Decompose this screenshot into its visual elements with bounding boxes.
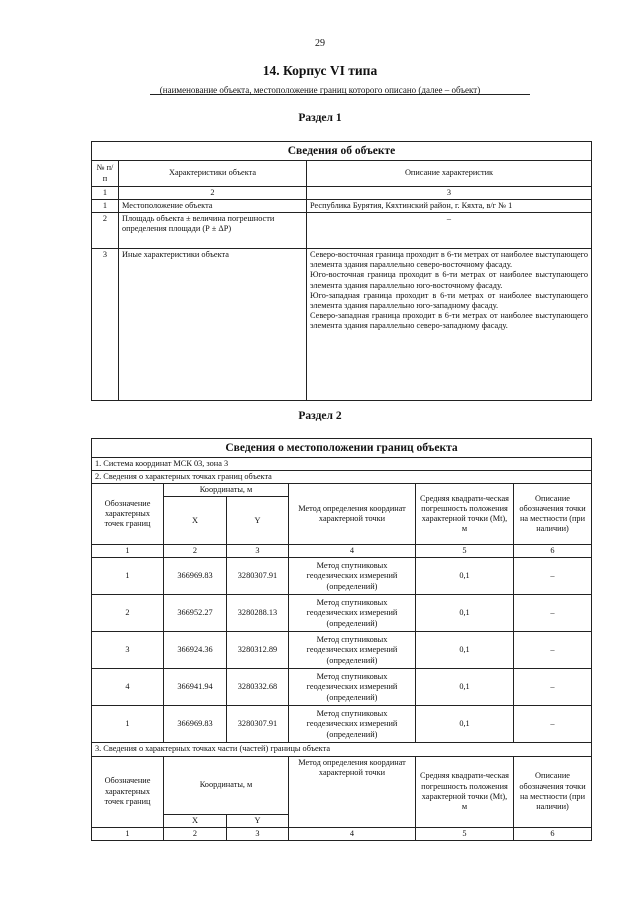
col-number: 2 — [164, 545, 227, 558]
table-row — [92, 706, 592, 743]
header-error: Средняя квадрати-ческая погрешность положения характерной точки (Mt), м — [416, 484, 514, 545]
boundary-points-table — [91, 438, 592, 841]
parts-header-method: Метод определения координат характерной точки — [289, 756, 416, 827]
section1-heading: Раздел 1 — [298, 112, 342, 124]
col-number: 1 — [92, 187, 119, 200]
point-y: 3280288.13 — [227, 595, 289, 632]
point-method: Метод спутниковых геодезических измерений (определений) — [289, 595, 416, 632]
table-row — [92, 595, 592, 632]
point-desc: – — [514, 706, 592, 743]
parts-header-error: Средняя квадрати-ческая погрешность положения характерной точки (Mt), м — [416, 756, 514, 827]
col-number: 5 — [416, 545, 514, 558]
point-y: 3280307.91 — [227, 706, 289, 743]
section2-heading: Раздел 2 — [298, 410, 342, 422]
point-id: 4 — [92, 669, 164, 706]
point-method: Метод спутниковых геодезических измерений (определений) — [289, 706, 416, 743]
point-method: Метод спутниковых геодезических измерений (определений) — [289, 558, 416, 595]
parts-header-designation: Обозначение характерных точек границ — [92, 756, 164, 827]
header-x: X — [164, 497, 227, 545]
col-number: 2 — [119, 187, 307, 200]
point-mt: 0,1 — [416, 558, 514, 595]
point-x: 366924.36 — [164, 632, 227, 669]
parts-header-coordinates: Координаты, м — [164, 756, 289, 814]
characteristic-name: Иные характеристики объекта — [119, 249, 307, 401]
col-number: 1 — [92, 827, 164, 840]
point-y: 3280307.91 — [227, 558, 289, 595]
row-number: 3 — [92, 249, 119, 401]
boundary-line: Северо-восточная граница проходит в 6-ти метрах от наиболее выступающего элемента здания параллельно северо-восточному фасаду. — [310, 250, 589, 270]
characteristic-name: Местоположение объекта — [119, 200, 307, 213]
parts-header-y: Y — [227, 814, 289, 827]
parts-header-x: X — [164, 814, 227, 827]
header-coordinates: Координаты, м — [164, 484, 289, 497]
point-y: 3280312.89 — [227, 632, 289, 669]
point-mt: 0,1 — [416, 632, 514, 669]
col-number: 3 — [227, 827, 289, 840]
header-method: Метод определения координат характерной точки — [289, 484, 416, 545]
point-id: 1 — [92, 706, 164, 743]
boundary-line: Юго-восточная граница проходит в 6-ти метрах от наиболее выступающего элемента здания параллельно юго-восточному фасаду. — [310, 270, 589, 290]
point-mt: 0,1 — [416, 595, 514, 632]
col-header-number: № п/п — [92, 161, 119, 187]
point-id: 2 — [92, 595, 164, 632]
parts-header-description: Описание обозначения точки на местности (при наличии) — [514, 756, 592, 827]
point-x: 366969.83 — [164, 706, 227, 743]
col-number: 1 — [92, 545, 164, 558]
header-description: Описание обозначения точки на местности (при наличии) — [514, 484, 592, 545]
boundary-description — [307, 249, 592, 401]
boundary-line: Юго-западная граница проходит в 6-ти метрах от наиболее выступающего элемента здания параллельно юго-западному фасаду. — [310, 290, 589, 310]
point-desc: – — [514, 558, 592, 595]
boundary-table-title: Сведения о местоположении границ объекта — [92, 439, 592, 458]
point-id: 1 — [92, 558, 164, 595]
col-number: 5 — [416, 827, 514, 840]
col-number: 2 — [164, 827, 227, 840]
col-number: 4 — [289, 827, 416, 840]
col-number: 3 — [307, 187, 592, 200]
characteristic-value: – — [307, 213, 592, 249]
point-desc: – — [514, 669, 592, 706]
col-number: 6 — [514, 827, 592, 840]
row-number: 1 — [92, 200, 119, 213]
col-number: 3 — [227, 545, 289, 558]
header-designation: Обозначение характерных точек границ — [92, 484, 164, 545]
point-id: 3 — [92, 632, 164, 669]
point-desc: – — [514, 632, 592, 669]
points-caption: 2. Сведения о характерных точках границ объекта — [92, 471, 592, 484]
col-number: 4 — [289, 545, 416, 558]
row-number: 2 — [92, 213, 119, 249]
point-x: 366941.94 — [164, 669, 227, 706]
boundary-line: Северо-западная граница проходит в 6-ти метрах от наиболее выступающего элемента здания параллельно северо-западному фасаду. — [310, 310, 589, 330]
document-title: 14. Корпус VI типа — [262, 63, 378, 78]
table-row — [92, 632, 592, 669]
table-row — [92, 558, 592, 595]
point-desc: – — [514, 595, 592, 632]
characteristic-name: Площадь объекта ± величина погрешности определения площади (Р ± ΔР) — [119, 213, 307, 249]
characteristic-value: Республика Бурятия, Кяхтинский район, г. Кяхта, в/г № 1 — [307, 200, 592, 213]
header-y: Y — [227, 497, 289, 545]
col-header-description: Описание характеристик — [307, 161, 592, 187]
point-method: Метод спутниковых геодезических измерений (определений) — [289, 669, 416, 706]
point-y: 3280332.68 — [227, 669, 289, 706]
point-mt: 0,1 — [416, 669, 514, 706]
col-header-characteristics: Характеристики объекта — [119, 161, 307, 187]
point-x: 366969.83 — [164, 558, 227, 595]
object-info-title: Сведения об объекте — [92, 142, 592, 161]
point-method: Метод спутниковых геодезических измерений (определений) — [289, 632, 416, 669]
parts-caption: 3. Сведения о характерных точках части (частей) границы объекта — [92, 743, 592, 756]
document-subtitle: (наименование объекта, местоположение границ которого описано (далее – объект) — [159, 85, 481, 95]
coord-system: 1. Система координат МСК 03, зона 3 — [92, 458, 592, 471]
point-x: 366952.27 — [164, 595, 227, 632]
col-number: 6 — [514, 545, 592, 558]
table-row — [92, 669, 592, 706]
point-mt: 0,1 — [416, 706, 514, 743]
object-info-table — [91, 141, 592, 401]
page-number: 29 — [315, 38, 325, 49]
